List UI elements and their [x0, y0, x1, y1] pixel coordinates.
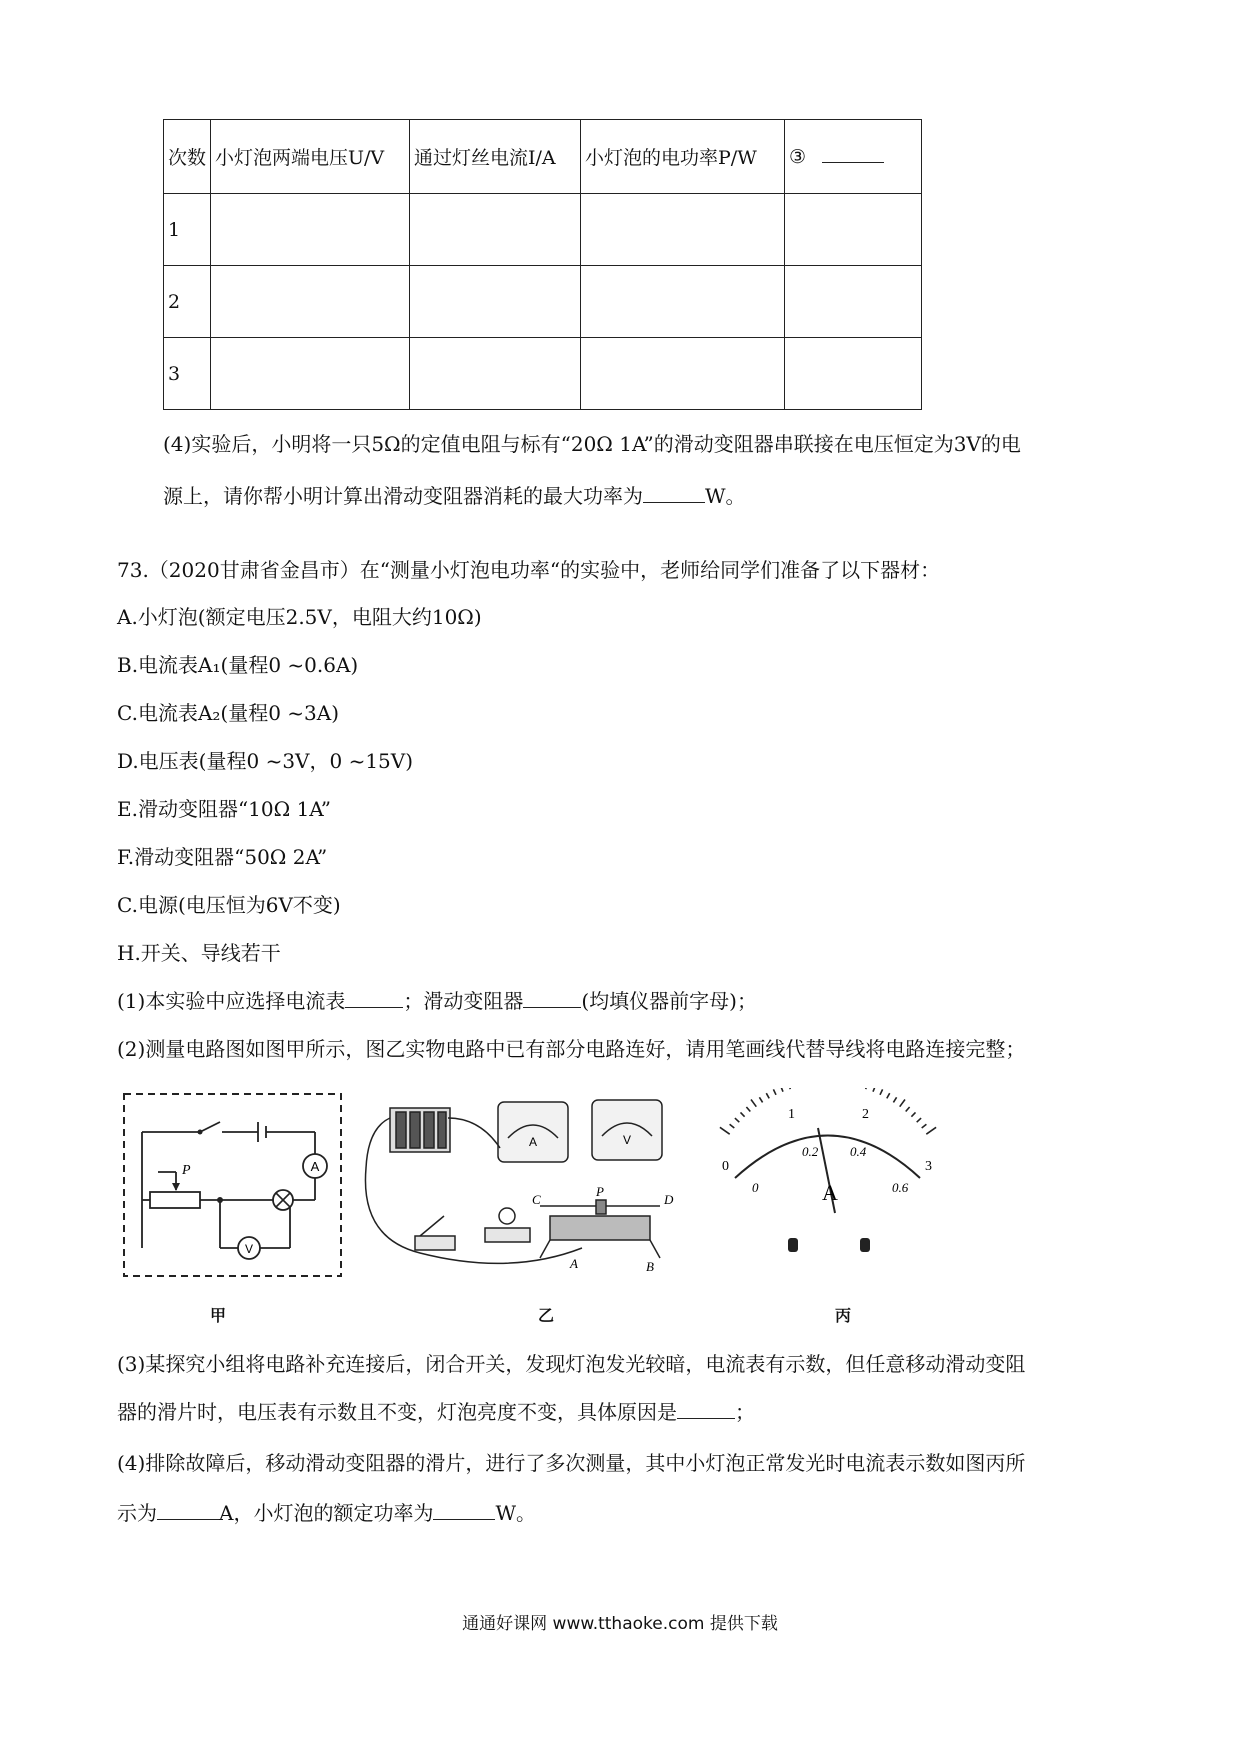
- answer-blank: [677, 1418, 735, 1419]
- dial-tick: [735, 1118, 739, 1122]
- dial-tick: [887, 1093, 890, 1098]
- q73-part1: (1)本实验中应选择电流表 ；滑动变阻器 (均填仪器前字母)；: [117, 989, 757, 1013]
- material-item: F.滑动变阻器“50Ω 2A”: [117, 845, 328, 869]
- figure-yi-apparatus: [360, 1088, 720, 1283]
- terminal-c-label: C: [532, 1192, 541, 1207]
- answer-blank: [433, 1519, 495, 1520]
- dial-bottom-label: 0: [752, 1180, 759, 1195]
- table-cell: [785, 338, 922, 410]
- dial-top-label: 2: [862, 1107, 869, 1122]
- q72-part4-line1: (4)实验后，小明将一只5Ω的定值电阻与标有“20Ω 1A”的滑动变阻器串联接在电压恒定为3V的电: [163, 432, 1021, 456]
- ammeter-face-label: A: [528, 1135, 538, 1149]
- table-header-cell: 通过灯丝电流I/A: [410, 120, 581, 194]
- dial-tick: [873, 1088, 875, 1092]
- answer-blank: [523, 1007, 581, 1008]
- ammeter-label: A: [310, 1159, 320, 1174]
- table-cell: [211, 266, 410, 338]
- table-cell: [410, 338, 581, 410]
- material-item: C.电源(电压恒为6V不变): [117, 893, 341, 917]
- q73-part3-line1: (3)某探究小组将电路补充连接后，闭合开关，发现灯泡发光较暗，电流表有示数，但任意移动滑动变阻: [117, 1352, 1026, 1376]
- table-cell: [785, 194, 922, 266]
- table-row: [164, 194, 922, 266]
- caption-jia: 甲: [210, 1306, 227, 1325]
- material-item: H.开关、导线若干: [117, 941, 281, 965]
- material-item: A.小灯泡(额定电压2.5V，电阻大约10Ω): [117, 605, 482, 629]
- material-item: D.电压表(量程0 ~3V，0 ~15V): [117, 749, 414, 773]
- dial-tick: [781, 1088, 783, 1092]
- dial-tick: [766, 1093, 769, 1098]
- table-cell: 3: [164, 338, 211, 410]
- dial-tick: [759, 1097, 762, 1102]
- table-header-cell: 小灯泡的电功率P/W: [581, 120, 785, 194]
- table-header-cell: ③: [785, 120, 922, 194]
- dial-tick: [906, 1107, 910, 1112]
- table-cell: 1: [164, 194, 211, 266]
- q73-part3-line2: 器的滑片时，电压表有示数且不变，灯泡亮度不变，具体原因是 ；: [117, 1400, 755, 1424]
- caption-yi: 乙: [538, 1306, 555, 1325]
- dial-bottom-label: 0.6: [892, 1180, 909, 1195]
- table-cell: [410, 194, 581, 266]
- table-cell: [581, 194, 785, 266]
- figure-jia-circuit: [120, 1090, 345, 1280]
- table-cell: [410, 266, 581, 338]
- dial-tick: [751, 1100, 756, 1107]
- slider-label: P: [182, 1163, 191, 1178]
- dial-tick: [866, 1088, 870, 1089]
- dial-top-label: 1: [788, 1107, 795, 1122]
- dial-tick: [787, 1088, 791, 1089]
- table-header-row: [164, 120, 922, 194]
- slider-p-label: P: [596, 1184, 604, 1199]
- answer-blank: [822, 162, 884, 163]
- figure-bing-ammeter-dial: [710, 1088, 950, 1278]
- page-footer: 通通好课网 www.tthaoke.com 提供下载: [462, 1614, 778, 1634]
- q72-part4-line2: 源上，请你帮小明计算出滑动变阻器消耗的最大功率为 W。: [163, 484, 746, 508]
- material-item: B.电流表A₁(量程0 ~0.6A): [117, 653, 359, 677]
- q73-part4-line1: (4)排除故障后，移动滑动变阻器的滑片，进行了多次测量，其中小灯泡正常发光时电流表示数如图丙所: [117, 1451, 1026, 1475]
- table-row: [164, 266, 922, 338]
- voltmeter-label: V: [244, 1242, 254, 1256]
- answer-blank: [643, 502, 705, 503]
- dial-tick: [730, 1124, 735, 1128]
- dial-tick: [911, 1112, 915, 1116]
- answer-blank: [157, 1519, 219, 1520]
- table-cell: [785, 266, 922, 338]
- table-row: [164, 338, 922, 410]
- material-item: C.电流表A₂(量程0 ~3A): [117, 701, 340, 725]
- q73-stem: 73.（2020甘肃省金昌市）在“测量小灯泡电功率“的实验中，老师给同学们准备了以下器材：: [117, 558, 941, 582]
- table-cell: [211, 194, 410, 266]
- answer-blank: [345, 1007, 403, 1008]
- table-header-cell: 次数: [164, 120, 211, 194]
- q73-part4-line2: 示为 A，小灯泡的额定功率为 W。: [117, 1501, 537, 1525]
- data-table: [163, 119, 922, 410]
- table-cell: [581, 266, 785, 338]
- dial-tick: [880, 1089, 883, 1094]
- dial-tick: [917, 1118, 921, 1122]
- material-item: E.滑动变阻器“10Ω 1A”: [117, 797, 332, 821]
- dial-bottom-label: 0.4: [850, 1144, 867, 1159]
- dial-top-label: 3: [925, 1159, 932, 1174]
- dial-top-label: 0: [722, 1159, 729, 1174]
- terminal-b-label: B: [646, 1259, 654, 1274]
- terminal-d-label: D: [664, 1192, 674, 1207]
- table-cell: [211, 338, 410, 410]
- dial-tick: [773, 1089, 776, 1094]
- caption-bing: 丙: [835, 1306, 852, 1325]
- dial-unit-label: A: [822, 1180, 838, 1205]
- dial-bottom-label: 0.2: [802, 1144, 819, 1159]
- table-cell: [581, 338, 785, 410]
- dial-tick: [741, 1112, 745, 1116]
- dial-tick: [746, 1107, 750, 1112]
- q73-part2: (2)测量电路图如图甲所示，图乙实物电路中已有部分电路连好，请用笔画线代替导线将电路连接完整；: [117, 1037, 1026, 1061]
- dial-tick: [926, 1127, 936, 1134]
- dial-tick: [720, 1127, 730, 1134]
- dial-tick: [900, 1100, 905, 1107]
- table-cell: 2: [164, 266, 211, 338]
- dial-tick: [893, 1097, 896, 1102]
- terminal-a-label: A: [570, 1256, 578, 1271]
- table-header-cell: 小灯泡两端电压U/V: [211, 120, 410, 194]
- voltmeter-face-label: V: [622, 1133, 632, 1147]
- dial-tick: [922, 1124, 927, 1128]
